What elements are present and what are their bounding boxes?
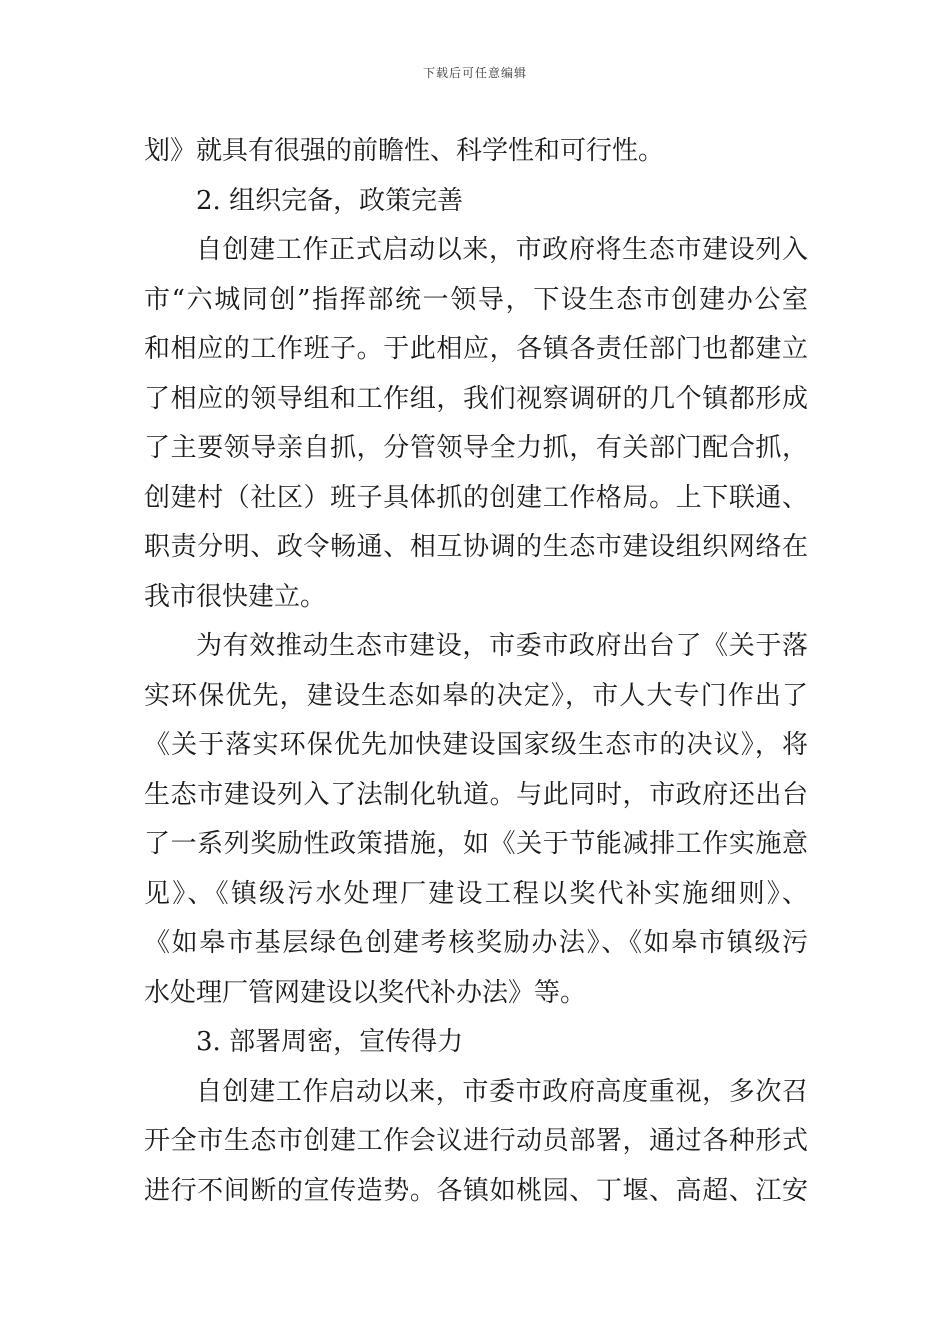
text-line: 生态市建设列入了法制化轨道。与此同时，市政府还出台: [144, 779, 808, 810]
text-line: 了主要领导亲自抓，分管领导全力抓，有关部门配合抓，: [144, 433, 808, 463]
text-line: 了一系列奖励性政策措施，如《关于节能减排工作实施意: [144, 829, 808, 859]
section-heading: 2. 组织完备，政策完善: [196, 185, 464, 216]
section-heading: 3. 部署周密，宣传得力: [196, 1027, 464, 1057]
text-line: 开全市生态市创建工作会议进行动员部署，通过各种形式: [144, 1126, 808, 1156]
text-line: 实环保优先，建设生态如皋的决定》，市人大专门作出了: [144, 680, 808, 711]
text-line: 和相应的工作班子。于此相应，各镇各责任部门也都建立: [144, 334, 808, 364]
document-body: [144, 127, 808, 1216]
page-header: 下载后可任意编辑: [422, 66, 527, 80]
text-line: 进行不间断的宣传造势。各镇如桃园、丁堰、高超、江安: [144, 1175, 808, 1206]
text-line: 市“六城同创”指挥部统一领导，下设生态市创建办公室: [144, 284, 808, 315]
text-line: 自创建工作正式启动以来，市政府将生态市建设列入: [196, 235, 808, 265]
text-line: 职责分明、政令畅通、相互协调的生态市建设组织网络在: [144, 532, 808, 562]
text-line: 《如皋市基层绿色创建考核奖励办法》、《如皋市镇级污: [144, 928, 808, 958]
text-line: 水处理厂管网建设以奖代补办法》等。: [144, 977, 587, 1008]
text-line: 为有效推动生态市建设，市委市政府出台了《关于落: [196, 631, 808, 661]
text-line: 自创建工作启动以来，市委市政府高度重视，多次召: [196, 1076, 808, 1107]
text-line: 创建村（社区）班子具体抓的创建工作格局。上下联通、: [144, 482, 808, 513]
text-line: 《关于落实环保优先加快建设国家级生态市的决议》，将: [144, 730, 808, 760]
text-line: 我市很快建立。: [144, 581, 327, 612]
text-line: 了相应的领导组和工作组，我们视察调研的几个镇都形成: [144, 383, 808, 414]
text-line: 划》就具有很强的前瞻性、科学性和可行性。: [144, 136, 665, 166]
text-line: 见》、《镇级污水处理厂建设工程以奖代补实施细则》、: [144, 878, 808, 909]
